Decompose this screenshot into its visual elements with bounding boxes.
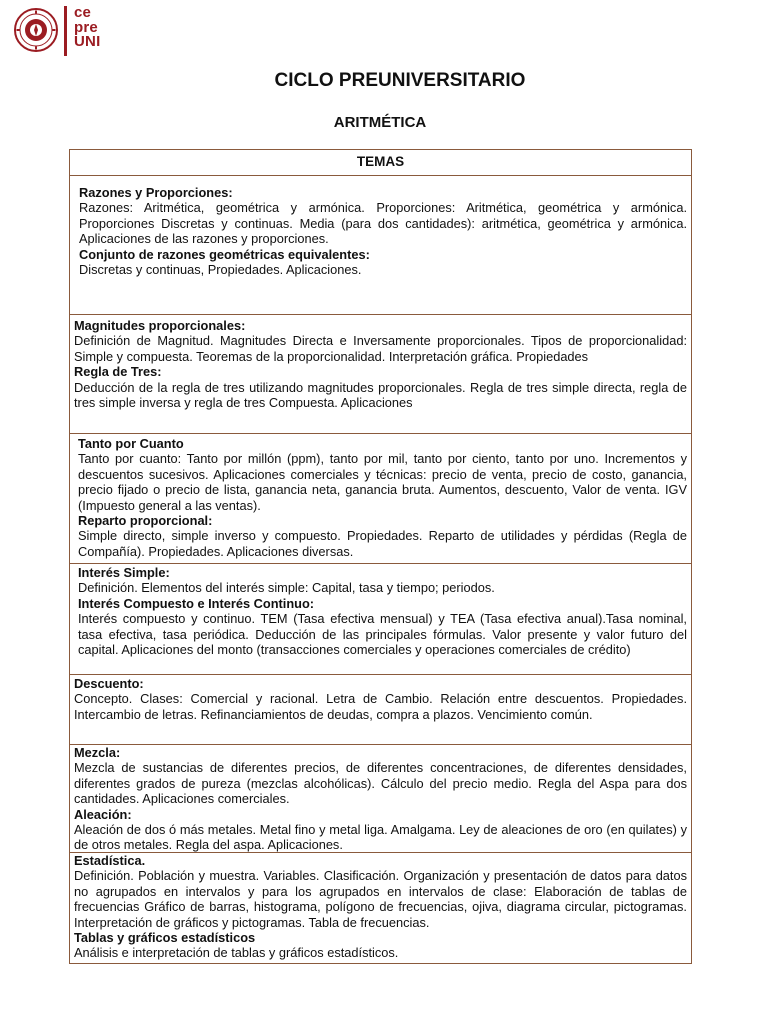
topic-row-interes (70, 564, 691, 675)
logo-line-3: UNI (74, 33, 101, 50)
logo-line-2: pre (74, 18, 98, 36)
section-text: Simple directo, simple inverso y compuesto. Propiedades. Reparto de utilidades y pérdidas (Regla de Compañía). Propiedades. Aplicaciones diversas. (78, 528, 687, 559)
section-text: Deducción de la regla de tres utilizando magnitudes proporcionales. Regla de tres simple directa, regla de tres simple inversa y regla de tres Compuesta. Aplicaciones (74, 379, 687, 411)
section-text: Interés compuesto y continuo. TEM (Tasa efectiva mensual) y TEA (Tasa efectiva anual).Tasa nominal, tasa efectiva, tasa periódica. Deducción de las principales fórmulas. Valor presente y valor futuro del capital. Aplicaciones del monto (transacciones comerciales y operaciones comerciales de crédito) (78, 611, 687, 658)
page-subtitle: ARITMÉTICA (333, 114, 427, 131)
section-title: Reparto proporcional: (78, 513, 213, 529)
topic-row-mezcla (70, 745, 691, 853)
section-text: Definición de Magnitud. Magnitudes Directa e Inversamente proporcionales. Tipos de proporcionalidad: Simple y compuesta. Teoremas de la proporcionalidad. Interpretación gráfica. Propiedades (74, 333, 687, 364)
section-text: Análisis e interpretación de tablas y gráficos estadísticos. (74, 945, 399, 961)
section-title: Estadística. (74, 853, 146, 868)
logo-divider (64, 6, 67, 56)
logo-line-1: ce (74, 4, 92, 21)
topics-table (69, 149, 692, 964)
section-text: Definición. Elementos del interés simple: Capital, tasa y tiempo; periodos. (78, 580, 495, 596)
page-title: CICLO PREUNIVERSITARIO (274, 70, 526, 91)
section-title: Tablas y gráficos estadísticos (74, 930, 256, 946)
topic-row-tanto-por-cuanto (70, 434, 691, 564)
section-title: Razones y Proporciones: (79, 185, 233, 200)
section-text: Tanto por cuanto: Tanto por millón (ppm), tanto por mil, tanto por ciento, tanto por uno. Incrementos y descuentos sucesivos. Aplicaciones comerciales y técnicas: precio de venta, precio de costo, ganancia, precio fijado o precio de lista, ganancia neta, ganancia bruta. Aumentos, descuento, Valor de venta. IGV (Impuesto general a las ventas). (78, 451, 687, 513)
section-title: Aleación: (74, 806, 132, 822)
topics-table-heading: TEMAS (70, 150, 691, 176)
section-title: Descuento: (74, 676, 144, 691)
section-text: Razones: Aritmética, geométrica y armónica. Proporciones: Aritmética, geométrica y armónica. Proporciones Discretas y continuas. Media (para dos cantidades): aritmética, geométrica y armónica. Aplicaciones de las razones y proporciones. (79, 200, 687, 247)
section-text: Aleación de dos ó más metales. Metal fino y metal liga. Amalgama. Ley de aleaciones de oro (en quilates) y de otros metales. Regla del aspa. Aplicaciones. (74, 822, 687, 853)
cepre-uni-logo-text (74, 6, 100, 50)
section-text: Discretas y continuas, Propiedades. Aplicaciones. (79, 262, 362, 278)
section-title: Interés Compuesto e Interés Continuo: (78, 595, 315, 611)
section-text: Mezcla de sustancias de diferentes precios, de diferentes concentraciones, de diferentes densidades, diferentes grados de pureza (mezclas alcohólicas). Cálculo del precio medio. Regla del Aspa para dos cantidades. Aplicaciones comerciales. (74, 760, 687, 807)
topic-row-descuento (70, 675, 691, 745)
section-title: Magnitudes proporcionales: (74, 318, 246, 333)
section-text: Definición. Población y muestra. Variables. Clasificación. Organización y presentación de datos para datos no agrupados en intervalos y para los agrupados en intervalos de clase: Elaboración de tablas de frecuencias Gráfico de barras, histograma, polígono de frecuencias, ojiva, diagrama circular, pictogramas. Interpretación de gráficos y pictogramas. Tabla de frecuencias. (74, 868, 687, 930)
topic-row-estadistica (70, 853, 691, 963)
topic-row-magnitudes (70, 315, 691, 434)
section-title: Mezcla: (74, 745, 121, 760)
section-text: Concepto. Clases: Comercial y racional. Letra de Cambio. Relación entre descuentos. Propiedades. Intercambio de letras. Refinanciamientos de deudas, compra a plazos. Vencimiento común. (74, 691, 687, 722)
topic-row-razones (70, 176, 691, 315)
section-title: Tanto por Cuanto (78, 436, 184, 451)
university-seal-logo (14, 8, 58, 52)
section-title: Regla de Tres: (74, 364, 162, 380)
section-title: Interés Simple: (78, 565, 170, 580)
section-title: Conjunto de razones geométricas equivalentes: (79, 246, 370, 262)
